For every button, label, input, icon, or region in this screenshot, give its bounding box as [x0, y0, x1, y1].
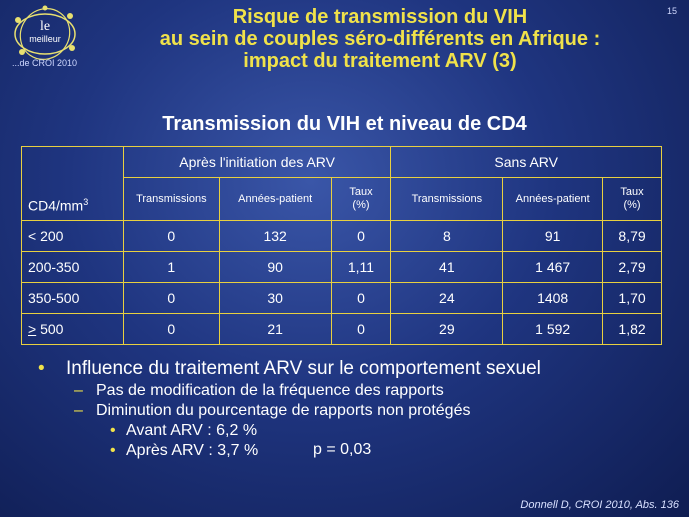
bullet-sub: – Pas de modification de la fréquence des rapports [74, 382, 444, 399]
table-row [22, 314, 662, 345]
cell-value: 24 [391, 283, 503, 314]
dash-icon: – [74, 402, 83, 419]
col-header-annees-patient: Années-patient [219, 178, 331, 221]
page-number: 15 [666, 6, 677, 16]
cell-value: 21 [219, 314, 331, 345]
title-line-1: Risque de transmission du VIH [232, 6, 528, 28]
table-row [22, 221, 662, 252]
cell-value: 0 [331, 283, 391, 314]
cell-value: 30 [219, 283, 331, 314]
row-label: 350-500 [22, 283, 124, 314]
cell-value: 29 [391, 314, 503, 345]
col-header-annees-patient: Années-patient [503, 178, 603, 221]
bullet-dot-icon: • [110, 442, 116, 459]
table-row [22, 252, 662, 283]
p-value: p = 0,03 [313, 441, 372, 458]
logo-line2: meilleur [29, 34, 61, 44]
row-label: 200-350 [22, 252, 124, 283]
cell-value: 41 [391, 252, 503, 283]
cell-value: 0 [331, 314, 391, 345]
dash-icon: – [74, 382, 83, 399]
bullet-main: • Influence du traitement ARV sur le comportement sexuel [38, 358, 541, 379]
cell-value: 1 467 [503, 252, 603, 283]
citation: Donnell D, CROI 2010, Abs. 136 [520, 499, 679, 511]
cell-value: 1,70 [603, 283, 662, 314]
row-label: > 500 [22, 314, 124, 345]
title-line-2: au sein de couples séro-différents en Afrique : [159, 28, 601, 50]
cell-value: 0 [123, 221, 219, 252]
bullet-subsub: • Avant ARV : 6,2 % [110, 422, 258, 439]
col-header-taux: Taux (%) [603, 178, 662, 221]
row-label: < 200 [22, 221, 124, 252]
cell-value: 91 [503, 221, 603, 252]
cell-value: 8,79 [603, 221, 662, 252]
cell-value: 1 [123, 252, 219, 283]
logo-line1: le [39, 19, 51, 34]
bullet-dot-icon: • [38, 358, 45, 379]
logo-tagline: ...de CROI 2010 [12, 58, 78, 68]
cell-value: 0 [331, 221, 391, 252]
bullet-subsub: • Après ARV : 3,7 % [110, 442, 259, 459]
cell-value: 0 [123, 314, 219, 345]
cell-value: 2,79 [603, 252, 662, 283]
bullet-dot-icon: • [110, 422, 116, 439]
col-header-taux: Taux (%) [331, 178, 391, 221]
cd4-column-header: $CD4/mm^3$ [22, 147, 124, 221]
cell-value: 90 [219, 252, 331, 283]
group-header-sans-arv: Sans ARV [391, 147, 662, 178]
col-header-transmissions: Transmissions [391, 178, 503, 221]
cell-value: 1,11 [331, 252, 391, 283]
cell-value: 1 592 [503, 314, 603, 345]
col-header-transmissions: Transmissions [123, 178, 219, 221]
cell-value: 1408 [503, 283, 603, 314]
cell-value: 0 [123, 283, 219, 314]
cell-value: 8 [391, 221, 503, 252]
table-row [22, 283, 662, 314]
cell-value: 132 [219, 221, 331, 252]
bullet-sub: – Diminution du pourcentage de rapports non protégés [74, 402, 471, 419]
cell-value: 1,82 [603, 314, 662, 345]
cd4-transmission-table [21, 146, 662, 345]
group-header-apres-arv: Après l'initiation des ARV [123, 147, 391, 178]
slide-subtitle: Transmission du VIH et niveau de CD4 [162, 113, 527, 135]
title-line-3: impact du traitement ARV (3) [243, 50, 517, 72]
slide-title [120, 6, 640, 72]
